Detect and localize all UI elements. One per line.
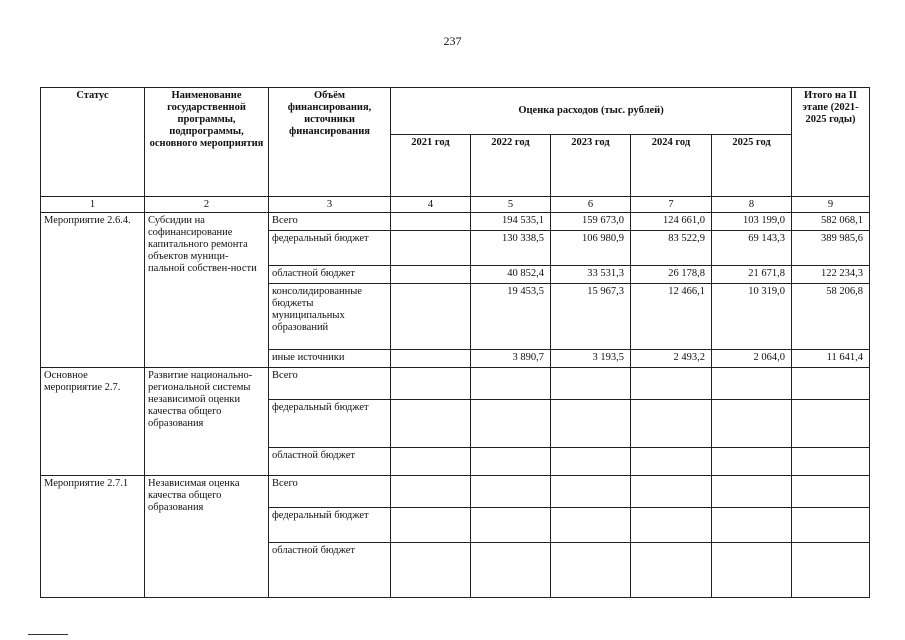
value-cell [712,508,792,542]
funding-source: федеральный бюджет [269,230,391,265]
value-cell [551,448,631,476]
column-number: 5 [471,196,551,212]
value-cell: 3 193,5 [551,350,631,367]
funding-source: областной бюджет [269,266,391,284]
row-status: Мероприятие 2.6.4. [41,212,145,367]
column-number: 7 [631,196,712,212]
value-cell [471,476,551,508]
value-cell [712,399,792,447]
value-cell [391,448,471,476]
row-name: Субсидии на софинансирование капитального ремонта объектов муници-пальной собствен-ности [145,212,269,367]
funding-source: иные источники [269,350,391,367]
value-cell [471,508,551,542]
value-cell [391,542,471,597]
budget-table [40,87,870,598]
header-total: Итого на II этапе (2021-2025 годы) [792,88,870,197]
value-cell: 12 466,1 [631,284,712,350]
value-cell [551,508,631,542]
header-funding: Объём финансирования, источники финансирования [269,88,391,197]
row-status: Мероприятие 2.7.1 [41,476,145,598]
funding-source: Всего [269,212,391,230]
table-row [41,367,870,399]
value-cell: 194 535,1 [471,212,551,230]
footer-divider [28,634,68,635]
column-number: 1 [41,196,145,212]
table-row [41,476,870,508]
value-cell [631,542,712,597]
funding-source: федеральный бюджет [269,399,391,447]
column-number: 9 [792,196,870,212]
value-cell [391,508,471,542]
value-cell [391,284,471,350]
value-cell: 40 852,4 [471,266,551,284]
header-year: 2024 год [631,135,712,196]
value-cell: 10 319,0 [712,284,792,350]
value-cell [471,448,551,476]
value-cell [391,266,471,284]
value-cell [391,230,471,265]
value-cell: 58 206,8 [792,284,870,350]
value-cell [712,476,792,508]
column-number: 8 [712,196,792,212]
value-cell: 103 199,0 [712,212,792,230]
value-cell [792,448,870,476]
value-cell: 3 890,7 [471,350,551,367]
column-number: 4 [391,196,471,212]
column-number: 2 [145,196,269,212]
funding-source: консолидированные бюджеты муниципальных образований [269,284,391,350]
row-status: Основное мероприятие 2.7. [41,367,145,476]
value-cell [471,542,551,597]
value-cell [792,508,870,542]
value-cell [551,476,631,508]
value-cell: 2 064,0 [712,350,792,367]
header-name: Наименование государственной программы, подпрограммы, основного мероприятия [145,88,269,197]
value-cell [471,367,551,399]
funding-source: областной бюджет [269,542,391,597]
page-number: 237 [443,34,462,48]
table-row [41,212,870,230]
value-cell [712,448,792,476]
header-year: 2025 год [712,135,792,196]
value-cell: 106 980,9 [551,230,631,265]
funding-source: федеральный бюджет [269,508,391,542]
value-cell: 124 661,0 [631,212,712,230]
row-name: Развитие национально-региональной системы независимой оценки качества общего образования [145,367,269,476]
funding-source: Всего [269,476,391,508]
value-cell [631,399,712,447]
value-cell: 33 531,3 [551,266,631,284]
header-year: 2022 год [471,135,551,196]
value-cell: 130 338,5 [471,230,551,265]
value-cell [631,476,712,508]
value-cell: 159 673,0 [551,212,631,230]
value-cell [631,508,712,542]
value-cell [631,448,712,476]
value-cell [792,399,870,447]
funding-source: Всего [269,367,391,399]
column-number: 3 [269,196,391,212]
value-cell [551,399,631,447]
value-cell [391,212,471,230]
value-cell: 2 493,2 [631,350,712,367]
header-estimate: Оценка расходов (тыс. рублей) [391,88,792,135]
value-cell: 21 671,8 [712,266,792,284]
value-cell [792,542,870,597]
header-year: 2023 год [551,135,631,196]
value-cell: 26 178,8 [631,266,712,284]
value-cell [712,367,792,399]
value-cell: 122 234,3 [792,266,870,284]
row-name: Независимая оценка качества общего образования [145,476,269,598]
header-year: 2021 год [391,135,471,196]
value-cell [551,367,631,399]
value-cell [471,399,551,447]
value-cell [712,542,792,597]
value-cell [631,367,712,399]
value-cell [391,350,471,367]
value-cell [391,476,471,508]
value-cell [551,542,631,597]
funding-source: областной бюджет [269,448,391,476]
value-cell [792,476,870,508]
value-cell: 83 522,9 [631,230,712,265]
value-cell [792,367,870,399]
value-cell: 582 068,1 [792,212,870,230]
value-cell: 69 143,3 [712,230,792,265]
value-cell: 11 641,4 [792,350,870,367]
column-number: 6 [551,196,631,212]
value-cell: 15 967,3 [551,284,631,350]
value-cell [391,367,471,399]
header-status: Статус [41,88,145,197]
value-cell: 19 453,5 [471,284,551,350]
column-number-row [41,196,870,212]
value-cell: 389 985,6 [792,230,870,265]
value-cell [391,399,471,447]
